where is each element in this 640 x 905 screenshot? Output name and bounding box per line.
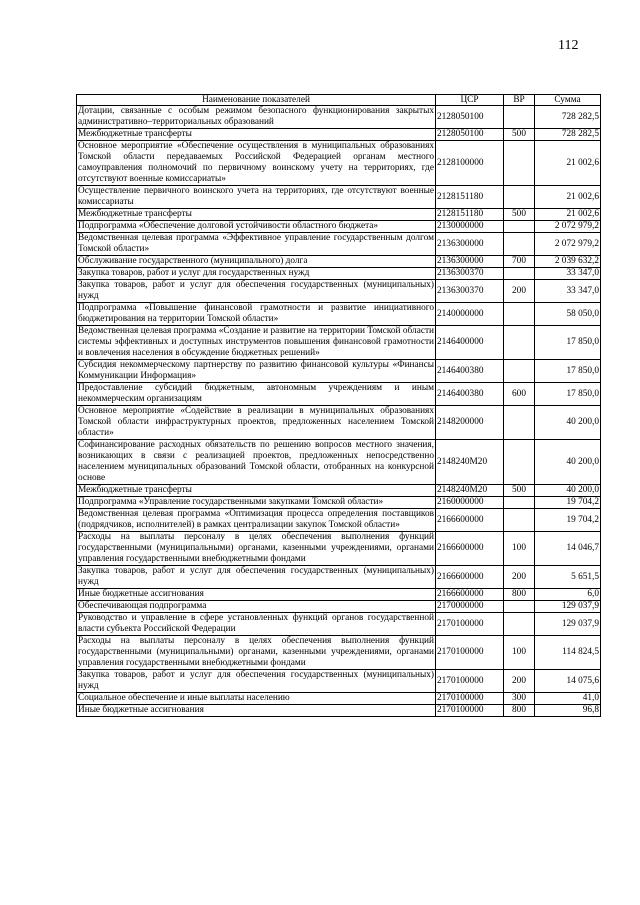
table-body bbox=[77, 106, 601, 717]
row-sum-cell: 2 039 632,2 bbox=[535, 256, 601, 268]
row-vr-cell bbox=[504, 233, 535, 256]
row-vr-cell bbox=[504, 268, 535, 280]
table-row bbox=[77, 233, 601, 256]
row-vr-cell bbox=[504, 613, 535, 636]
row-name-cell: Закупка товаров, работ и услуг для обеспечения государственных (муниципальных) нужд bbox=[78, 280, 434, 301]
column-header-sum: Сумма bbox=[535, 95, 601, 106]
row-sum-cell: 40 200,0 bbox=[535, 406, 601, 440]
row-vr-cell bbox=[504, 601, 535, 613]
table-row bbox=[77, 406, 601, 440]
row-vr-cell: 200 bbox=[504, 670, 535, 693]
row-sum-cell: 33 347,0 bbox=[535, 268, 601, 280]
row-name-cell: Предоставление субсидий бюджетным, автономным учреждениям и иным некоммерческим организациям bbox=[78, 383, 434, 404]
row-sum-cell: 19 704,2 bbox=[535, 509, 601, 532]
row-csr-cell: 2170100000 bbox=[436, 693, 504, 705]
row-name-cell: Руководство и управление в сфере установленных функций органов государственной власти субъекта Российской Федерации bbox=[78, 613, 434, 634]
row-sum-cell: 17 850,0 bbox=[535, 326, 601, 360]
row-csr-cell: 2166600000 bbox=[436, 509, 504, 532]
budget-table bbox=[76, 94, 601, 717]
row-vr-cell bbox=[504, 186, 535, 209]
table-row bbox=[77, 566, 601, 589]
table-row bbox=[77, 106, 601, 129]
row-name-cell: Подпрограмма «Обеспечение долговой устойчивости областного бюджета» bbox=[77, 221, 436, 233]
row-csr-cell: 2148240M20 bbox=[436, 440, 504, 485]
table-row bbox=[77, 485, 601, 497]
table-row bbox=[77, 532, 601, 566]
table-row bbox=[77, 303, 601, 326]
row-sum-cell: 40 200,0 bbox=[535, 485, 601, 497]
row-csr-cell: 2140000000 bbox=[436, 303, 504, 326]
row-vr-cell bbox=[504, 326, 535, 360]
row-csr-cell: 2166600000 bbox=[436, 589, 504, 601]
table-row bbox=[77, 589, 601, 601]
row-csr-cell: 2170100000 bbox=[436, 636, 504, 670]
row-sum-cell: 19 704,2 bbox=[535, 497, 601, 509]
page-number: 112 bbox=[558, 38, 579, 53]
table-row bbox=[77, 268, 601, 280]
row-sum-cell: 5 651,5 bbox=[535, 566, 601, 589]
table-row bbox=[77, 209, 601, 221]
row-vr-cell: 700 bbox=[504, 256, 535, 268]
table-row bbox=[77, 440, 601, 485]
row-sum-cell: 2 072 979,2 bbox=[535, 221, 601, 233]
row-csr-cell: 2136300000 bbox=[436, 233, 504, 256]
row-vr-cell: 200 bbox=[504, 280, 535, 303]
row-sum-cell: 21 002,6 bbox=[535, 141, 601, 186]
row-name-cell: Основное мероприятие «Содействие в реализации в муниципальных образованиях Томской области инфраструктурных проектов, предложенных населением Томской области» bbox=[78, 406, 434, 438]
row-vr-cell: 800 bbox=[504, 705, 535, 717]
row-vr-cell bbox=[504, 406, 535, 440]
row-sum-cell: 728 282,5 bbox=[535, 129, 601, 141]
table-row bbox=[77, 497, 601, 509]
row-csr-cell: 2128151180 bbox=[436, 186, 504, 209]
row-sum-cell: 114 824,5 bbox=[535, 636, 601, 670]
row-vr-cell: 600 bbox=[504, 383, 535, 406]
row-name-cell: Ведомственная целевая программа «Создание и развитие на территории Томской области системы эффективных и доступных инструментов повышения финансовой грамотности и вовлечения населения в обсуждение бюджетных решений» bbox=[78, 326, 434, 358]
table-row bbox=[77, 256, 601, 268]
row-csr-cell: 2146400380 bbox=[436, 360, 504, 383]
row-vr-cell bbox=[504, 106, 535, 129]
row-name-cell: Закупка товаров, работ и услуг для обеспечения государственных (муниципальных) нужд bbox=[78, 670, 434, 691]
row-sum-cell: 96,8 bbox=[535, 705, 601, 717]
row-vr-cell: 200 bbox=[504, 566, 535, 589]
row-name-cell: Подпрограмма «Повышение финансовой грамотности и развитие инициативного бюджетирования на территории Томской области» bbox=[78, 303, 434, 324]
table-row bbox=[77, 636, 601, 670]
row-name-cell: Осуществление первичного воинского учета на территориях, где отсутствуют военные комиссариаты bbox=[78, 186, 434, 207]
column-header-vr: ВР bbox=[504, 95, 535, 106]
row-csr-cell: 2170100000 bbox=[436, 670, 504, 693]
table-row bbox=[77, 705, 601, 717]
row-vr-cell: 100 bbox=[504, 532, 535, 566]
row-csr-cell: 2136300370 bbox=[436, 268, 504, 280]
row-vr-cell bbox=[504, 360, 535, 383]
table-row bbox=[77, 141, 601, 186]
row-csr-cell: 2148240M20 bbox=[436, 485, 504, 497]
row-csr-cell: 2146400380 bbox=[436, 383, 504, 406]
row-sum-cell: 17 850,0 bbox=[535, 360, 601, 383]
row-vr-cell bbox=[504, 303, 535, 326]
row-sum-cell: 129 037,9 bbox=[535, 613, 601, 636]
row-sum-cell: 14 075,6 bbox=[535, 670, 601, 693]
table-row bbox=[77, 601, 601, 613]
row-vr-cell bbox=[504, 440, 535, 485]
row-name-cell: Дотации, связанные с особым режимом безопасного функционирования закрытых административно–территориальных образований bbox=[78, 106, 434, 127]
column-header-name: Наименование показателей bbox=[77, 95, 436, 106]
row-name-cell: Иные бюджетные ассигнования bbox=[77, 705, 436, 717]
row-vr-cell: 800 bbox=[504, 589, 535, 601]
table-row bbox=[77, 326, 601, 360]
row-sum-cell: 129 037,9 bbox=[535, 601, 601, 613]
row-sum-cell: 14 046,7 bbox=[535, 532, 601, 566]
row-name-cell: Обеспечивающая подпрограмма bbox=[77, 601, 436, 613]
row-name-cell: Субсидия некоммерческому партнерству по развитию финансовой культуры «Финансы Коммуникации Информация» bbox=[78, 360, 434, 381]
row-name-cell: Ведомственная целевая программа «Эффективное управление государственным долгом Томской области» bbox=[78, 233, 434, 254]
row-name-cell: Межбюджетные трансферты bbox=[77, 485, 436, 497]
table-row bbox=[77, 221, 601, 233]
row-csr-cell: 2128050100 bbox=[436, 129, 504, 141]
row-vr-cell bbox=[504, 221, 535, 233]
table-row bbox=[77, 280, 601, 303]
row-name-cell: Подпрограмма «Управление государственными закупками Томской области» bbox=[77, 497, 436, 509]
row-name-cell: Закупка товаров, работ и услуг для обеспечения государственных (муниципальных) нужд bbox=[78, 566, 434, 587]
column-header-csr: ЦСР bbox=[436, 95, 504, 106]
row-csr-cell: 2148200000 bbox=[436, 406, 504, 440]
row-name-cell: Софинансирование расходных обязательств по решению вопросов местного значения, возникающих в связи с реализацией проектов, предложенных непосредственно населением муниципальных образований Томской области, отобранных на конкурсной основе bbox=[78, 440, 434, 483]
row-csr-cell: 2136300000 bbox=[436, 256, 504, 268]
row-csr-cell: 2170000000 bbox=[436, 601, 504, 613]
row-sum-cell: 33 347,0 bbox=[535, 280, 601, 303]
row-name-cell: Социальное обеспечение и иные выплаты населению bbox=[77, 693, 436, 705]
row-csr-cell: 2170100000 bbox=[436, 613, 504, 636]
row-name-cell: Иные бюджетные ассигнования bbox=[77, 589, 436, 601]
table-header-row bbox=[77, 95, 601, 106]
row-csr-cell: 2130000000 bbox=[436, 221, 504, 233]
table-row bbox=[77, 383, 601, 406]
row-sum-cell: 21 002,6 bbox=[535, 186, 601, 209]
row-csr-cell: 2128100000 bbox=[436, 141, 504, 186]
table-row bbox=[77, 186, 601, 209]
row-name-cell: Межбюджетные трансферты bbox=[77, 129, 436, 141]
row-vr-cell bbox=[504, 509, 535, 532]
row-sum-cell: 21 002,6 bbox=[535, 209, 601, 221]
row-vr-cell: 500 bbox=[504, 485, 535, 497]
row-csr-cell: 2136300370 bbox=[436, 280, 504, 303]
row-name-cell: Расходы на выплаты персоналу в целях обеспечения выполнения функций государственными (муниципальными) органами, казенными учреждениями, органами управления государственными внебюджетными фондами bbox=[78, 532, 434, 564]
row-sum-cell: 17 850,0 bbox=[535, 383, 601, 406]
table-row bbox=[77, 613, 601, 636]
row-csr-cell: 2166600000 bbox=[436, 532, 504, 566]
row-csr-cell: 2128151180 bbox=[436, 209, 504, 221]
row-name-cell: Обслуживание государственного (муниципального) долга bbox=[77, 256, 436, 268]
table-row bbox=[77, 129, 601, 141]
table-row bbox=[77, 509, 601, 532]
row-csr-cell: 2146400000 bbox=[436, 326, 504, 360]
row-sum-cell: 58 050,0 bbox=[535, 303, 601, 326]
row-sum-cell: 40 200,0 bbox=[535, 440, 601, 485]
row-csr-cell: 2166600000 bbox=[436, 566, 504, 589]
row-vr-cell: 300 bbox=[504, 693, 535, 705]
table-row bbox=[77, 693, 601, 705]
row-vr-cell bbox=[504, 497, 535, 509]
row-name-cell: Межбюджетные трансферты bbox=[77, 209, 436, 221]
row-sum-cell: 41,0 bbox=[535, 693, 601, 705]
row-sum-cell: 6,0 bbox=[535, 589, 601, 601]
row-vr-cell: 100 bbox=[504, 636, 535, 670]
row-vr-cell: 500 bbox=[504, 129, 535, 141]
row-csr-cell: 2160000000 bbox=[436, 497, 504, 509]
row-name-cell: Закупка товаров, работ и услуг для государственных нужд bbox=[77, 268, 436, 280]
row-name-cell: Ведомственная целевая программа «Оптимизация процесса определения поставщиков (подрядчиков, исполнителей) в рамках централизации закупок Томской области» bbox=[78, 509, 434, 530]
row-vr-cell: 500 bbox=[504, 209, 535, 221]
table-row bbox=[77, 360, 601, 383]
row-csr-cell: 2170100000 bbox=[436, 705, 504, 717]
row-sum-cell: 728 282,5 bbox=[535, 106, 601, 129]
row-name-cell: Расходы на выплаты персоналу в целях обеспечения выполнения функций государственными (муниципальными) органами, казенными учреждениями, органами управления государственными внебюджетными фондами bbox=[78, 636, 434, 668]
row-name-cell: Основное мероприятие «Обеспечение осуществления в муниципальных образованиях Томской области передаваемых Российской Федерацией органам местного самоуправления полномочий по первичному воинскому учету на территориях, где отсутствуют военные комиссариаты» bbox=[78, 141, 434, 184]
row-csr-cell: 2128050100 bbox=[436, 106, 504, 129]
row-sum-cell: 2 072 979,2 bbox=[535, 233, 601, 256]
table-row bbox=[77, 670, 601, 693]
row-vr-cell bbox=[504, 141, 535, 186]
